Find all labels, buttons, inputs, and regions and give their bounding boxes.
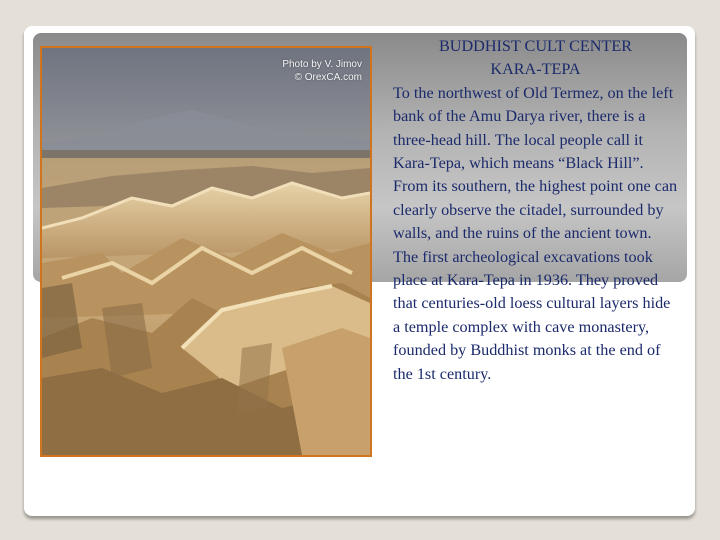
photo-credit — [282, 58, 362, 84]
photo-credit-site: © OrexCA.com — [294, 72, 362, 83]
slide-title-line1: BUDDHIST CULT CENTER — [438, 37, 633, 55]
slide-title — [393, 35, 678, 82]
ruins-photo-image — [42, 48, 370, 455]
photo-credit-author: Photo by V. Jimov — [282, 59, 362, 70]
slide-body-text: To the northwest of Old Termez, on the left bank of the Amu Darya river, there is a three-head hill. The local people call it Kara-Tepa, which means “Black Hill”. From its southern, the highest point one can clearly observe the citadel, surrounded by walls, and the ruins of the ancient town. The first archeological excavations took place at Kara-Tepa in 1936. They proved that centuries-old loess cultural layers hide a temple complex with cave monastery, founded by Buddhist monks at the end of the 1st century. — [393, 83, 678, 383]
slide-title-line2: KARA-TEPA — [490, 60, 581, 79]
text-block — [393, 35, 678, 386]
ruins-photo — [40, 46, 372, 457]
